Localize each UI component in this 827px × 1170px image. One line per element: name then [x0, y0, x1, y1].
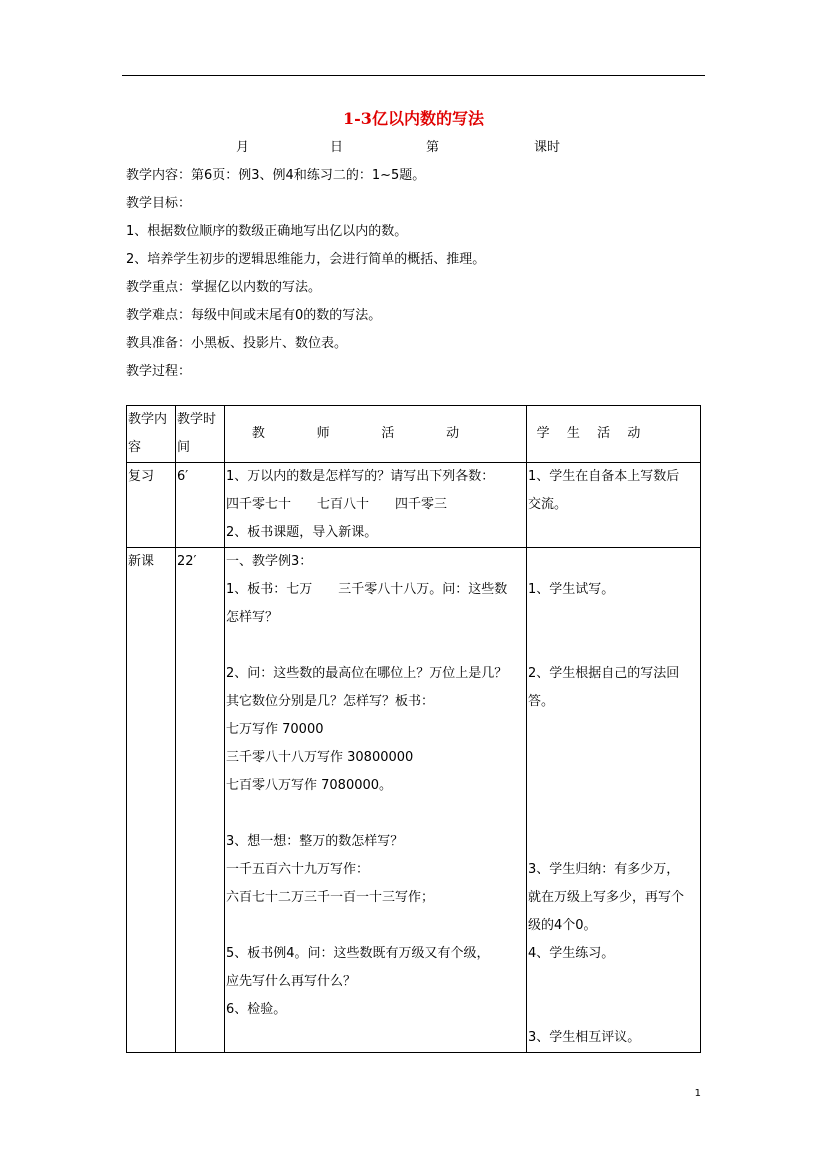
review-content-label: 复习: [128, 469, 155, 484]
review-teacher-line: 1、万以内的数是怎样写的？请写出下列各数：: [226, 469, 495, 484]
header-teacher-char: 教: [251, 426, 265, 441]
header-content-line-1: 教学内: [128, 412, 168, 427]
table-header-row: [127, 406, 701, 463]
new-teacher: [225, 548, 527, 1053]
new-student-line: [528, 604, 699, 632]
new-time: [176, 548, 225, 1053]
teaching-content: 教学内容：第6页：例3、例4和练习二的：1~5题。: [126, 168, 426, 183]
review-content: [127, 463, 176, 548]
header-content: [127, 406, 176, 463]
new-student-line: [528, 548, 699, 576]
header-time-line-2: 间: [177, 440, 191, 455]
new-student-line: [528, 744, 699, 772]
date-period: 课时: [534, 140, 561, 155]
new-teacher-line: 七万写作 70000: [226, 722, 324, 737]
process-heading: 教学过程：: [126, 364, 192, 379]
key-point: 教学重点：掌握亿以内数的写法。: [126, 280, 322, 295]
review-time: [176, 463, 225, 548]
new-student: [527, 548, 701, 1053]
review-teacher-line: 四千零七十 七百八十 四千零三: [226, 497, 448, 512]
new-student-line: 就在万级上写多少，再写个: [528, 890, 685, 905]
date-ordinal: 第: [426, 140, 440, 155]
new-student-line: 3、学生归纳：有多少万，: [528, 862, 680, 877]
header-student-char: 动: [627, 426, 641, 441]
review-teacher-line: 2、板书课题，导入新课。: [226, 525, 378, 540]
table-row-review: [127, 463, 701, 548]
new-teacher-line: 应先写什么再写什么？: [226, 974, 357, 989]
new-student-line: 1、学生试写。: [528, 582, 615, 597]
review-student-line: 交流。: [528, 497, 568, 512]
review-time-label: 6′: [177, 469, 189, 484]
new-student-line: [528, 632, 699, 660]
new-student-line: 3、学生相互评议。: [528, 1030, 641, 1045]
header-student-activity: [527, 406, 701, 463]
new-content: [127, 548, 176, 1053]
new-time-label: 22′: [177, 554, 197, 569]
new-student-line: [528, 828, 699, 856]
header-teacher-char: 动: [446, 426, 460, 441]
new-student-line: [528, 968, 699, 996]
goal-2: 2、培养学生初步的逻辑思维能力，会进行简单的概括、推理。: [126, 252, 486, 267]
header-content-line-2: 容: [128, 440, 142, 455]
new-teacher-line: 2、问：这些数的最高位在哪位上？万位上是几？: [226, 666, 508, 681]
new-content-label: 新课: [128, 554, 155, 569]
materials: 教具准备：小黑板、投影片、数位表。: [126, 336, 348, 351]
new-student-line: 级的4个0。: [528, 918, 597, 933]
page-title: 1-3亿以内数的写法: [343, 109, 484, 128]
header-teacher-activity: [225, 406, 527, 463]
new-teacher-line: 一千五百六十九万写作：: [226, 862, 370, 877]
header-student-char: 学: [536, 426, 550, 441]
new-teacher-line: 七百零八万写作 7080000。: [226, 778, 393, 793]
header-student-char: 活: [597, 426, 611, 441]
header-time: [176, 406, 225, 463]
header-teacher-char: 师: [316, 426, 330, 441]
header-rule: [122, 75, 705, 76]
new-teacher-line: 一、教学例3：: [226, 554, 313, 569]
new-student-line: [528, 772, 699, 800]
new-teacher-line: 三千零八十八万写作 30800000: [226, 750, 414, 765]
new-teacher-line: [226, 1024, 525, 1052]
new-student-line: [528, 800, 699, 828]
new-student-line: 2、学生根据自己的写法回: [528, 666, 680, 681]
goal-1: 1、根据数位顺序的数级正确地写出亿以内的数。: [126, 224, 408, 239]
new-teacher-line: 5、板书例4。问：这些数既有万级又有个级，: [226, 946, 490, 961]
new-teacher-line: [226, 912, 525, 940]
review-teacher: [225, 463, 527, 548]
new-teacher-line: 1、板书：七万 三千零八十八万。问：这些数: [226, 582, 508, 597]
difficulty: 教学难点：每级中间或末尾有0的数的写法。: [126, 308, 382, 323]
header-student-char: 生: [566, 426, 580, 441]
new-teacher-line: [226, 632, 525, 660]
new-teacher-line: [226, 800, 525, 828]
review-student: [527, 463, 701, 548]
new-student-line: 4、学生练习。: [528, 946, 615, 961]
new-teacher-line: 6、检验。: [226, 1002, 287, 1017]
review-student-line: 1、学生在自备本上写数后: [528, 469, 680, 484]
page-number: 1: [694, 1088, 701, 1099]
date-day: 日: [330, 140, 344, 155]
new-teacher-line: 其它数位分别是几？怎样写？板书：: [226, 694, 435, 709]
new-student-line: [528, 716, 699, 744]
header-time-line-1: 教学时: [177, 412, 217, 427]
lesson-table: [126, 405, 701, 1053]
new-teacher-line: 怎样写？: [226, 610, 279, 625]
new-teacher-line: 六百七十二万三千一百一十三写作；: [226, 890, 435, 905]
new-student-line: 答。: [528, 694, 555, 709]
table-row-new: [127, 548, 701, 1053]
goals-heading: 教学目标：: [126, 196, 192, 211]
new-student-line: [528, 996, 699, 1024]
header-teacher-char: 活: [381, 426, 395, 441]
new-teacher-line: 3、想一想：整万的数怎样写？: [226, 834, 404, 849]
date-month: 月: [236, 140, 250, 155]
